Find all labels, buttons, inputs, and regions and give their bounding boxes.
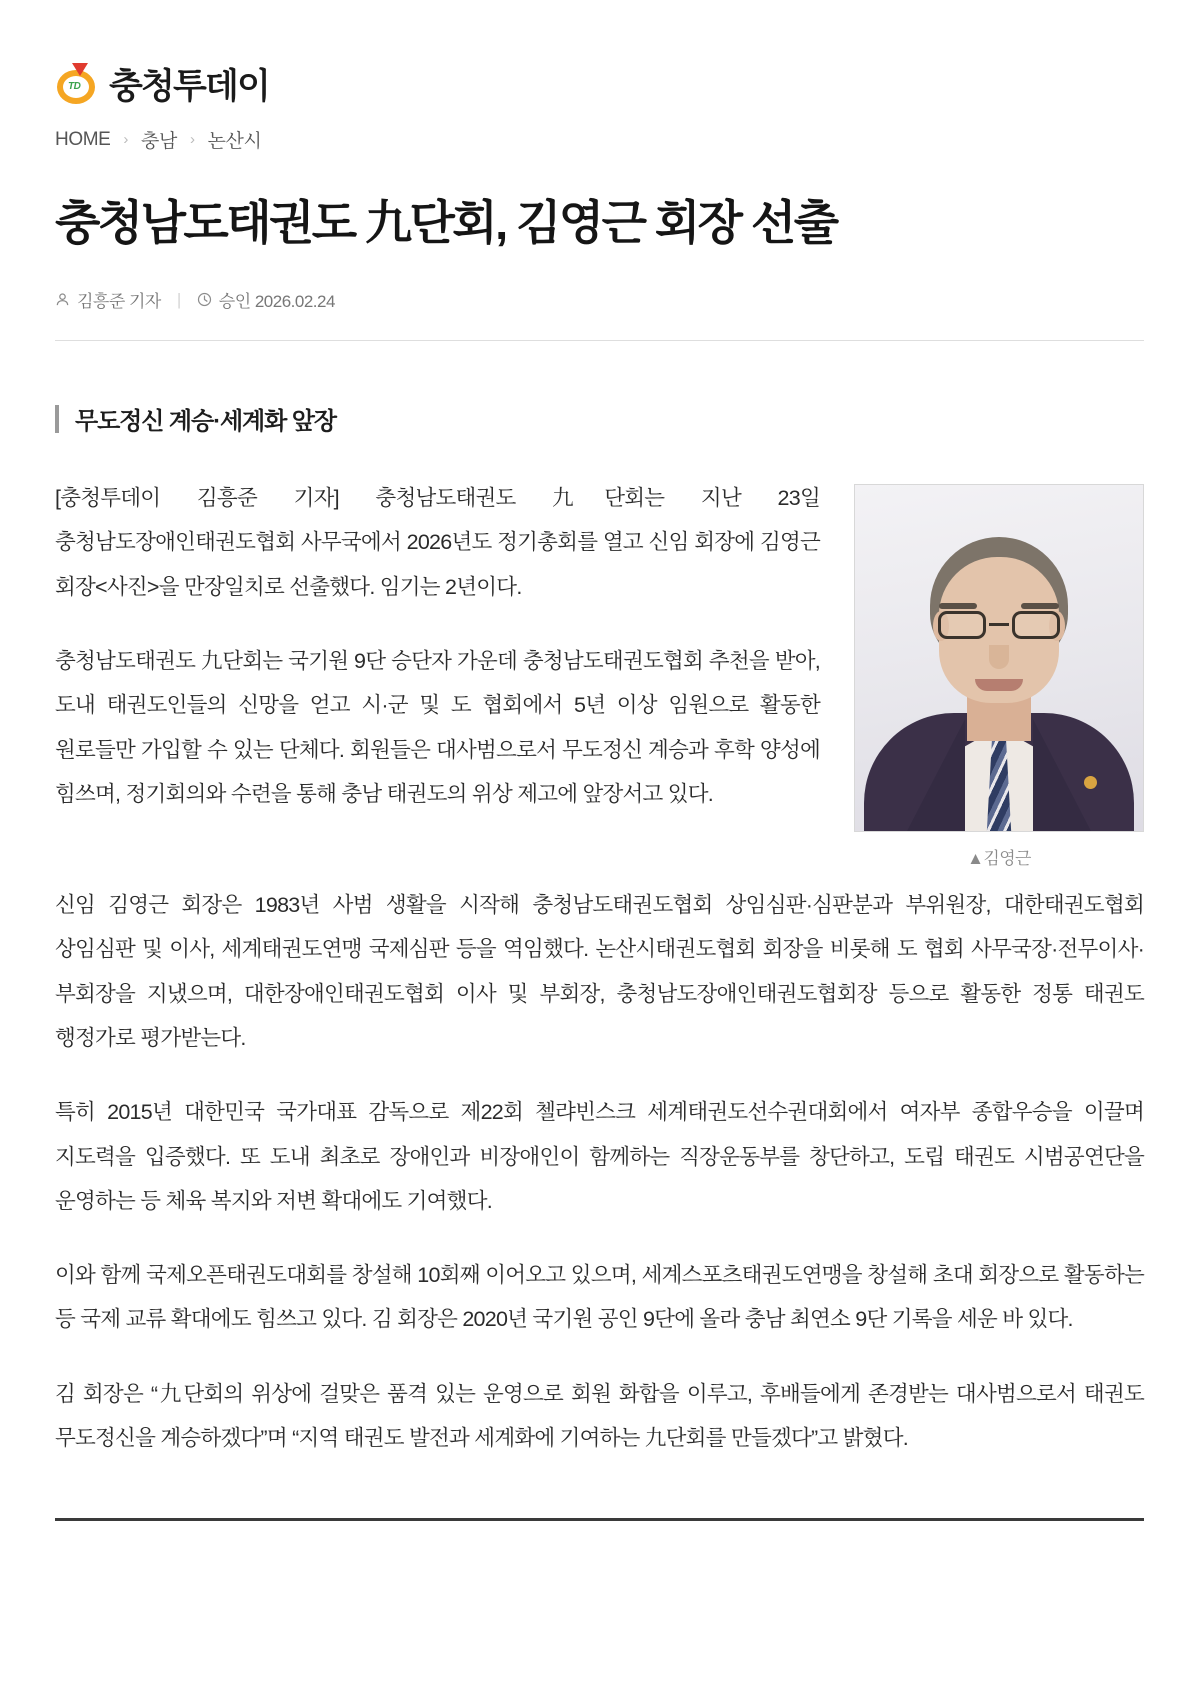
site-masthead[interactable]: [0, 0, 1199, 106]
breadcrumb-item-chungnam[interactable]: 충남: [141, 131, 177, 152]
breadcrumb-item-home[interactable]: HOME: [55, 128, 111, 150]
breadcrumb-item-nonsan[interactable]: 논산시: [207, 131, 262, 152]
article-figure: [854, 484, 1144, 869]
body-paragraph: 김 회장은 “九단회의 위상에 걸맞은 품격 있는 운영으로 회원 화합을 이루고, 후배들에게 존경받는 대사범으로서 태권도 무도정신을 계승하겠다”며 “지역 태권도 발전과 세계화에 기여하는 九단회를 만들겠다”고 밝혔다.: [55, 1381, 1144, 1450]
subheading: [0, 341, 1199, 436]
logo-badge-text: TD: [68, 81, 81, 92]
photo-mouth: [975, 679, 1023, 691]
portrait-photo: [854, 484, 1144, 832]
figure-caption: ▲김영근: [967, 849, 1031, 869]
logo-leaf-icon: [72, 63, 88, 76]
body-paragraph: 이와 함께 국제오픈태권도대회를 창설해 10회째 이어오고 있으며, 세계스포츠태권도연맹을 창설해 초대 회장으로 활동하는 등 국제 교류 확대에도 힘쓰고 있다. 김 회장은 2020년 국기원 공인 9단에 올라 충남 최연소 9단 기록을 세운 바 있다.: [55, 1263, 1144, 1332]
chevron-right-icon: ›: [189, 131, 195, 148]
photo-lens-right: [1012, 611, 1060, 639]
chevron-right-icon: ›: [123, 131, 129, 148]
clock-icon: [197, 292, 212, 307]
body-paragraph: [충청투데이 김흥준 기자] 충청남도태권도 九단회는 지난 23일 충청남도장애인태권도협회 사무국에서 2026년도 정기총회를 열고 신임 회장에 김영근 회장<사진>을 만장일치로 선출했다. 임기는 2년이다.: [55, 486, 820, 599]
site-logo-wordmark[interactable]: 충청투데이: [109, 67, 270, 106]
byline-reporter-name: 김흥준 기자: [77, 292, 161, 312]
body-paragraph: 충청남도태권도 九단회는 국기원 9단 승단자 가운데 충청남도태권도협회 추천을 받아, 도내 태권도인들의 신망을 얻고 시·군 및 도 협회에서 5년 이상 임원으로 활동한 원로들만 가입할 수 있는 단체다. 회원들은 대사범으로서 무도정신 계승과 후학 양성에 힘쓰며, 정기회의와 수련을 통해 충남 태권도의 위상 제고에 앞장서고 있다.: [55, 649, 820, 806]
photo-glasses-bridge: [989, 623, 1009, 626]
breadcrumb: [0, 106, 1199, 153]
subheading-text: 무도정신 계승·세계화 앞장: [75, 408, 336, 436]
subheading-accent-bar: [55, 405, 59, 433]
photo-glasses: [936, 611, 1062, 641]
byline-reporter: [55, 287, 161, 312]
body-paragraph: 특히 2015년 대한민국 국가대표 감독으로 제22회 첼랴빈스크 세계태권도선수권대회에서 여자부 종합우승을 이끌며 지도력을 입증했다. 또 도내 최초로 장애인과 비장애인이 함께하는 직장운동부를 창단하고, 도립 태권도 시범공연단을 운영하는 등 체육 복지와 저변 확대에도 기여했다.: [55, 1100, 1144, 1213]
byline: [0, 253, 1199, 312]
photo-nose: [989, 645, 1009, 669]
footer-divider: [55, 1518, 1144, 1521]
byline-date: [197, 287, 335, 312]
photo-eyebrow-right: [1021, 603, 1059, 609]
byline-divider: |: [176, 289, 181, 309]
byline-date-text: 승인 2026.02.24: [218, 292, 335, 312]
photo-lens-left: [938, 611, 986, 639]
body-paragraph: 신임 김영근 회장은 1983년 사범 생활을 시작해 충청남도태권도협회 상임심판·심판분과 부위원장, 대한태권도협회 상임심판 및 이사, 세계태권도연맹 국제심판 등을 역임했다. 논산시태권도협회 회장을 비롯해 도 협회 사무국장·전무이사·부회장을 지냈으며, 대한장애인태권도협회 이사 및 부회장, 충청남도장애인태권도협회장 등으로 활동한 정통 태권도 행정가로 평가받는다.: [55, 893, 1144, 1050]
page-title: 충청남도태권도 九단회, 김영근 회장 선출: [55, 196, 837, 249]
site-logo-icon[interactable]: [55, 62, 99, 106]
person-icon: [55, 292, 70, 307]
article-body: [0, 436, 1199, 1460]
photo-eyebrow-left: [939, 603, 977, 609]
